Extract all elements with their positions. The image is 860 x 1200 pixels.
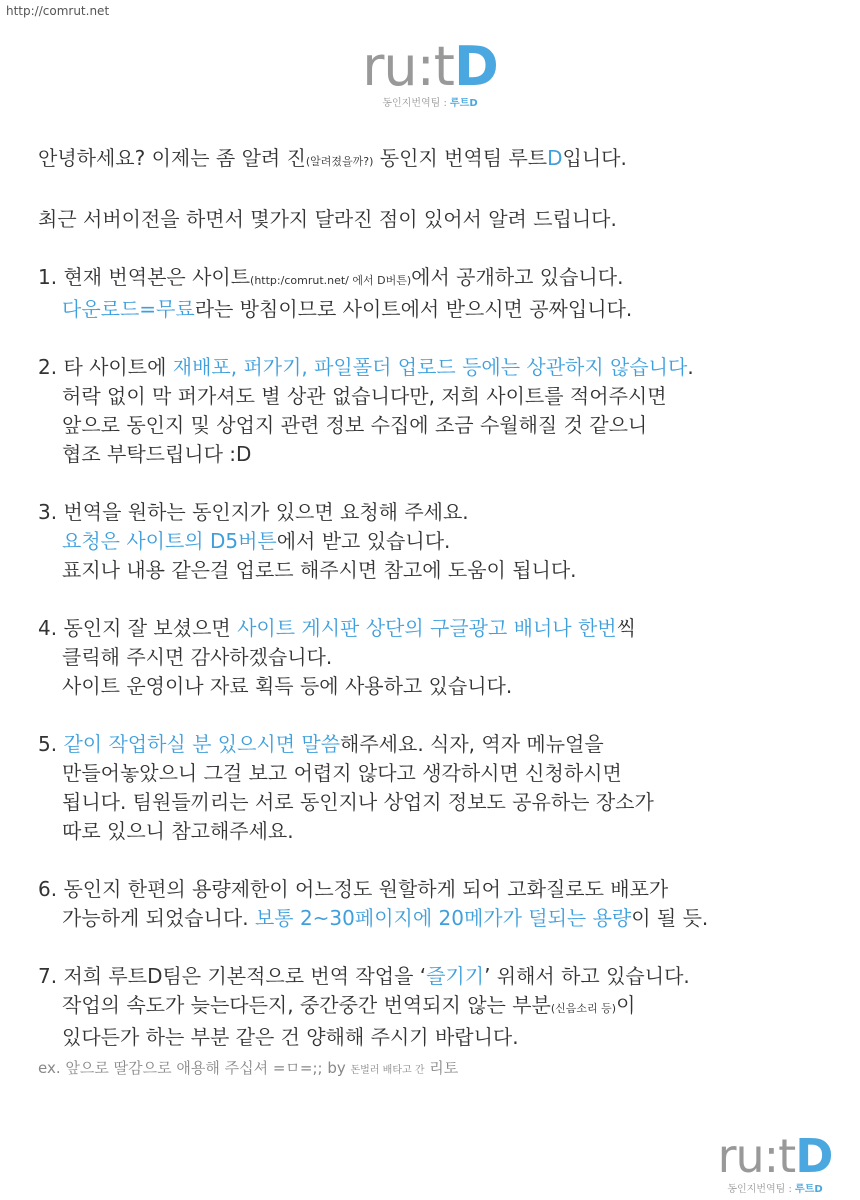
item-4: 4. 동인지 잘 보셨으면 사이트 게시판 상단의 구글광고 배너나 한번씩 클릭해 주시면 감사하겠습니다. 사이트 운영이나 자료 획득 등에 사용하고 있습니다. bbox=[38, 616, 636, 698]
logo-text: ru:t bbox=[362, 35, 454, 98]
item-1: 1. 현재 번역본은 사이트(http:/comrut.net/ 에서 D버튼)에서 공개하고 있습니다. 다운로드=무료라는 방침이므로 사이트에서 받으시면 공짜입니다. bbox=[38, 265, 633, 321]
item-6: 6. 동인지 한편의 용량제한이 어느정도 원할하게 되어 고화질로도 배포가 가능하게 되었습니다. 보통 2~30페이지에 20메가가 덜되는 용량이 될 듯. bbox=[38, 877, 709, 930]
logo-subtitle: 동인지번역팀 : bbox=[382, 98, 451, 109]
item-3: 3. 번역을 원하는 동인지가 있으면 요청해 주세요. 요청은 사이트의 D5버튼에서 받고 있습니다. 표지나 내용 같은걸 업로드 해주시면 참고에 도움이 됩니다. bbox=[38, 500, 577, 582]
logo-d: D bbox=[795, 1129, 833, 1183]
site-url: http://comrut.net bbox=[6, 4, 110, 18]
notice-line: 최근 서버이전을 하면서 몇가지 달라진 점이 있어서 알려 드립니다. bbox=[38, 207, 617, 231]
team-logo bbox=[0, 35, 860, 109]
logo-subtitle-brand: 루트D bbox=[450, 98, 478, 109]
notice-body bbox=[38, 144, 838, 1085]
item-7: 7. 저희 루트D팀은 기본적으로 번역 작업을 ‘즐기기’ 위해서 하고 있습니다. 작업의 속도가 늦는다든지, 중간중간 번역되지 않는 부분(신음소리 등)이 있다든가 하는 부분 같은 건 양해해 주시기 바랍니다. bbox=[38, 964, 690, 1049]
team-logo-bottom bbox=[700, 1129, 850, 1195]
item-2: 2. 타 사이트에 재배포, 퍼가기, 파일폴더 업로드 등에는 상관하지 않습니다. 허락 없이 막 퍼가셔도 별 상관 없습니다만, 저희 사이트를 적어주시면 앞으로 동인지 및 상업지 관련 정보 수집에 조금 수월해질 것 같으니 협조 부탁드립니다 :D bbox=[38, 355, 694, 466]
greeting-line: 안녕하세요? 이제는 좀 알려 진(알려졌을까?) 동인지 번역팀 루트D입니다. bbox=[38, 146, 627, 170]
logo-text: ru:t bbox=[717, 1129, 796, 1183]
logo-subtitle: 동인지번역팀 : bbox=[727, 1184, 796, 1195]
logo-d: D bbox=[453, 35, 498, 98]
logo-subtitle-brand: 루트D bbox=[795, 1184, 823, 1195]
item-5: 5. 같이 작업하실 분 있으시면 말씀해주세요. 식자, 역자 메뉴얼을 만들어놓았으니 그걸 보고 어렵지 않다고 생각하시면 신청하시면 됩니다. 팀원들끼리는 서로 동인지나 상업지 정보도 공유하는 장소가 따로 있으니 참고해주세요. bbox=[38, 732, 654, 843]
footnote: ex. 앞으로 딸감으로 애용해 주십셔 =ㅁ=;; by 돈벌러 배타고 간 리토 bbox=[38, 1059, 459, 1077]
